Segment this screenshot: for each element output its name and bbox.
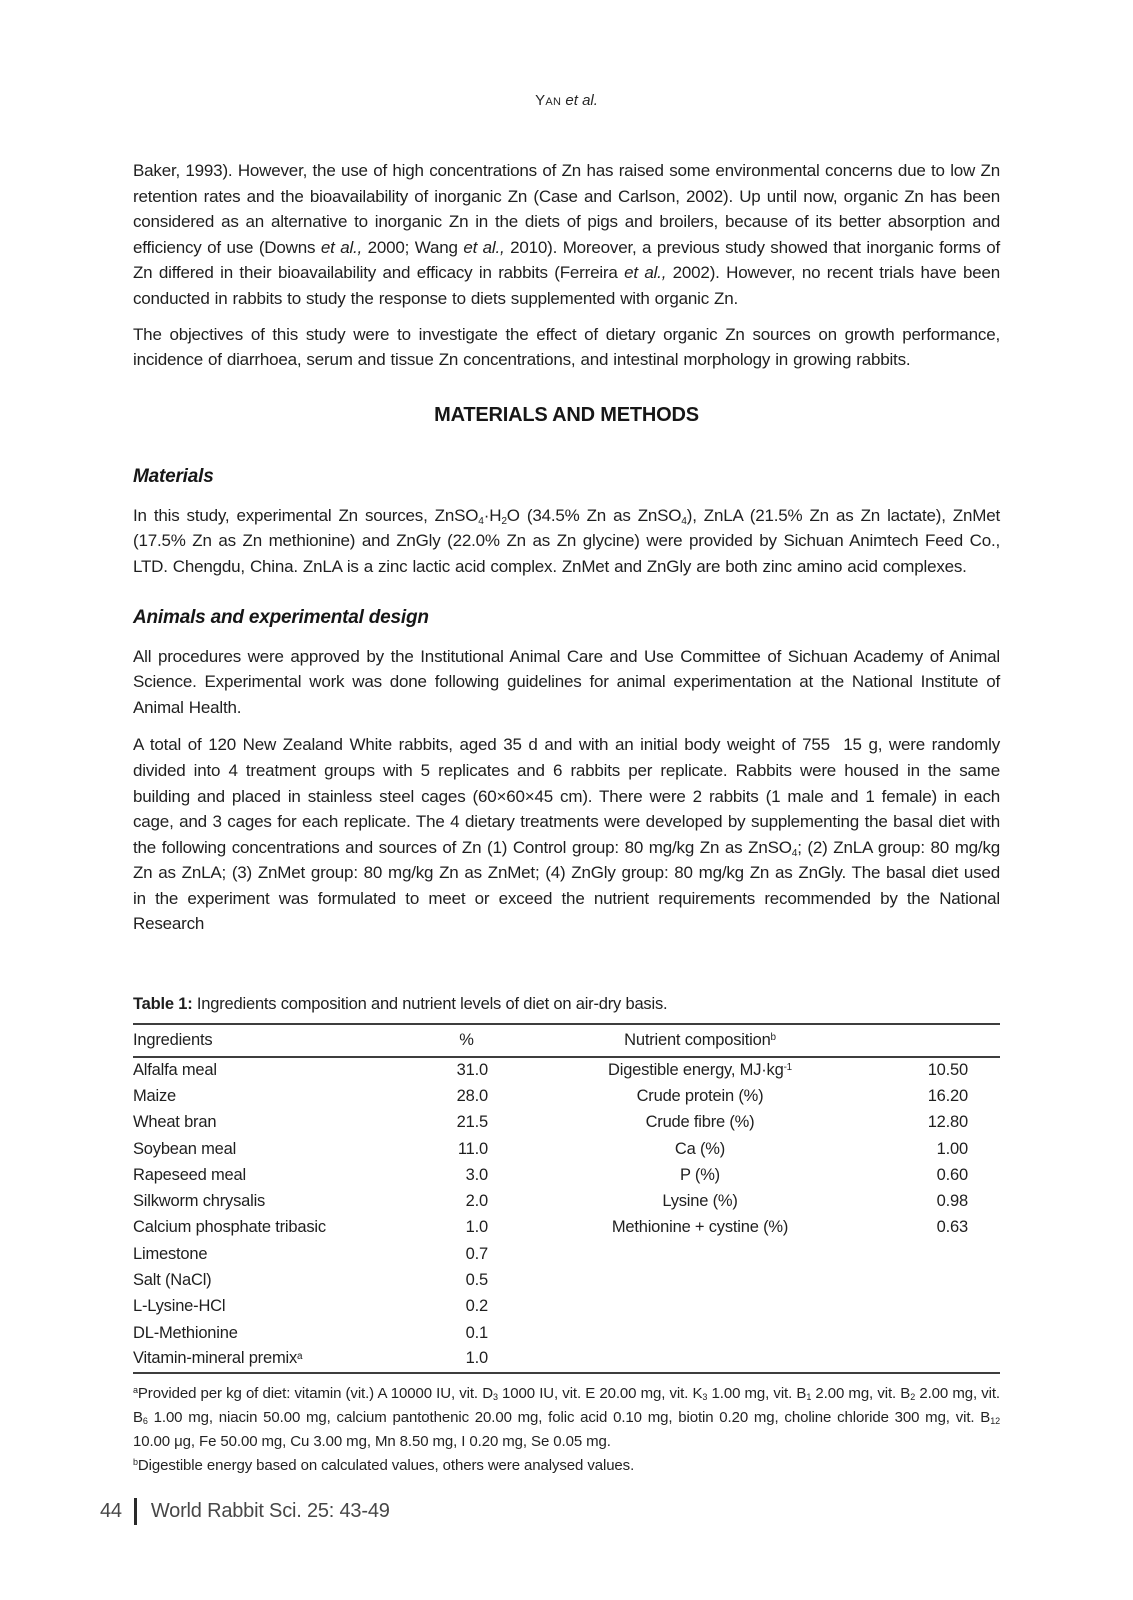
running-head	[133, 92, 1000, 110]
nutrient-cell: Crude protein (%)	[636, 1087, 764, 1105]
subsection-heading-materials: Materials	[133, 465, 214, 487]
ingredient-cell: DL-Methionine	[133, 1323, 238, 1342]
table-row	[133, 1267, 1000, 1293]
table1-footnote-b: $^b$Digestible energy based on calculated values, others were analysed values.	[133, 1456, 635, 1474]
intro-paragraph-1: Baker, 1993). However, the use of high concentrations of Zn has raised some environmental concerns due to low Zn retention rates and the bioavailability of inorganic Zn (Case and Carlson, 2002). Up until now, organic Zn has been considered as an alternative to inorganic Zn in the diets of pigs and broilers, because of its better absorption and efficiency of use (Downs et al., 2000; Wang et al., 2010). Moreover, a previous study showed that inorganic forms of Zn differed in their bioavailability and efficacy in rabbits (Ferreira et al., 2002). However, no recent trials have been conducted in rabbits to study the response to diets supplemented with organic Zn.	[133, 161, 1001, 308]
ingredient-cell: Salt (NaCl)	[133, 1271, 212, 1290]
ingredients-nutrients-table	[133, 1023, 1000, 1374]
ingredient-cell: Vitamin-mineral premix$^a$	[133, 1349, 303, 1368]
percent-cell: 11.0	[457, 1139, 488, 1158]
percent-cell: 0.5	[465, 1271, 488, 1290]
percent-cell: 0.1	[465, 1323, 488, 1342]
column-header-ingredients: Ingredients	[133, 1024, 433, 1057]
ingredient-cell: Soybean meal	[133, 1139, 237, 1158]
value-cell	[900, 1346, 1000, 1372]
nutrient-cell: P (%)	[680, 1165, 720, 1184]
animals-paragraph-2: A total of 120 New Zealand White rabbits, aged 35 d and with an initial body weight of 755 15 g, were randomly divided into 4 treatment groups with 5 replicates and 6 rabbits per replicate. Rabbits were housed in the same building and placed in stainless steel cages (60×60×45 cm). There were 2 rabbits (1 male and 1 female) in each cage, and 3 cages for each replicate. The 4 dietary treatments were developed by supplementing the basal diet with the following concentrations and sources of Zn (1) Control group: 80 mg/kg Zn as ZnSO$_4$; (2) ZnLA group: 80 mg/kg Zn as ZnLA; (3) ZnMet group: 80 mg/kg Zn as ZnMet; (4) ZnGly group: 80 mg/kg Zn as ZnGly. The basal diet used in the experiment was formulated to meet or exceed the nutrient requirements recommended by the National Research	[133, 735, 1000, 934]
table-row	[133, 1346, 1000, 1372]
percent-cell: 3.0	[465, 1165, 488, 1184]
footer-divider	[134, 1498, 137, 1525]
subsection-heading-animals: Animals and experimental design	[133, 606, 429, 628]
intro-paragraph-2: The objectives of this study were to investigate the effect of dietary organic Zn sources on growth performance, incidence of diarrhoea, serum and tissue Zn concentrations, and intestinal morphology in growing rabbits.	[133, 324, 1000, 370]
running-head-etal: et al.	[561, 92, 598, 109]
table-row	[133, 1083, 1000, 1109]
nutrient-cell: Methionine + cystine (%)	[611, 1218, 789, 1237]
nutrient-cell: Crude fibre (%)	[645, 1113, 755, 1132]
column-header-nutrient-composition: Nutrient composition$^b$	[500, 1024, 900, 1057]
table-row	[133, 1162, 1000, 1188]
column-header-value	[900, 1024, 1000, 1057]
table1-body	[133, 1057, 1000, 1373]
table1-block	[133, 993, 1000, 1478]
nutrient-cell: Ca (%)	[674, 1139, 726, 1158]
nutrient-cell	[500, 1267, 900, 1293]
value-cell: 12.80	[927, 1113, 968, 1132]
ingredient-cell: Alfalfa meal	[133, 1061, 217, 1080]
percent-cell: 2.0	[465, 1192, 488, 1211]
column-header-percent: %	[433, 1024, 500, 1057]
animals-paragraph-1: All procedures were approved by the Institutional Animal Care and Use Committee of Sichuan Academy of Animal Science. Experimental work was done following guidelines for animal experimentation at the National Institute of Animal Health.	[133, 646, 1000, 717]
table-row	[133, 1057, 1000, 1083]
materials-paragraph: In this study, experimental Zn sources, $ZnSO_4\cdot H_2O$ (34.5% Zn as ZnSO$_4$), ZnLA (21.5% Zn as Zn lactate), ZnMet (17.5% Zn as Zn methionine) and ZnGly (22.0% Zn as Zn glycine) were provided by Sichuan Animtech Feed Co., LTD. Chengdu, China. ZnLA is a zinc lactic acid complex. ZnMet and ZnGly are both zinc amino acid complexes.	[133, 505, 1000, 576]
running-head-author: Yan	[535, 92, 562, 109]
table1-caption	[133, 993, 1000, 1015]
ingredient-cell: Maize	[133, 1087, 177, 1105]
table-row	[133, 1215, 1000, 1241]
nutrient-cell	[500, 1241, 900, 1267]
page-footer	[100, 1498, 390, 1525]
page-content	[133, 0, 1000, 1478]
table1-caption-text: Ingredients composition and nutrient levels of diet on air-dry basis.	[192, 995, 668, 1014]
value-cell: 0.98	[936, 1192, 968, 1211]
value-cell: 16.20	[927, 1087, 968, 1105]
table-row	[133, 1320, 1000, 1346]
nutrient-cell	[500, 1294, 900, 1320]
value-cell: 10.50	[927, 1061, 968, 1080]
percent-cell: 0.2	[465, 1297, 488, 1316]
value-cell: 0.63	[936, 1218, 968, 1237]
nutrient-cell: Digestible energy, $MJ\cdot kg^{-1}$	[608, 1061, 792, 1080]
table-row	[133, 1241, 1000, 1267]
table-row	[133, 1294, 1000, 1320]
ingredient-cell: Calcium phosphate tribasic	[133, 1218, 326, 1237]
percent-cell: 31.0	[456, 1061, 488, 1080]
ingredient-cell: Silkworm chrysalis	[133, 1192, 266, 1211]
table-header-row	[133, 1024, 1000, 1057]
value-cell	[900, 1241, 1000, 1267]
percent-cell: 1.0	[465, 1218, 488, 1237]
nutrient-cell	[500, 1346, 900, 1372]
percent-cell: 28.0	[456, 1087, 488, 1105]
ingredient-cell: L-Lysine-HCl	[133, 1297, 226, 1316]
percent-cell: 1.0	[465, 1349, 488, 1368]
table1-footnote-a: $^a$Provided per kg of diet: vitamin (vit.) A 10000 IU, vit. $D_3$ 1000 IU, vit. E 20.00 mg, vit. $K_3$ 1.00 mg, vit. $B_1$ 2.00 mg, vit. $B_2$ 2.00 mg, vit. $B_6$ 1.00 mg, niacin 50.00 mg, calcium pantothenic 20.00 mg, folic acid 0.10 mg, biotin 0.20 mg, choline chloride 300 mg, vit. $B_{12}$ 10.00 μg, Fe 50.00 mg, Cu 3.00 mg, Mn 8.50 mg, I 0.20 mg, Se 0.05 mg.	[133, 1384, 1001, 1450]
ingredient-cell: Wheat bran	[133, 1113, 217, 1132]
percent-cell: 0.7	[465, 1244, 488, 1263]
table-row	[133, 1110, 1000, 1136]
table-row	[133, 1189, 1000, 1215]
page-number: 44	[100, 1500, 122, 1522]
value-cell	[900, 1294, 1000, 1320]
journal-reference: World Rabbit Sci. 25: 43-49	[150, 1500, 390, 1522]
percent-cell: 21.5	[456, 1113, 488, 1132]
section-heading-materials-and-methods: MATERIALS AND METHODS	[434, 403, 699, 426]
value-cell: 1.00	[936, 1139, 968, 1158]
ingredient-cell: Limestone	[133, 1244, 208, 1263]
value-cell	[900, 1320, 1000, 1346]
value-cell: 0.60	[936, 1165, 968, 1184]
value-cell	[900, 1267, 1000, 1293]
table1-caption-label: Table 1:	[133, 995, 193, 1014]
table-row	[133, 1136, 1000, 1162]
nutrient-cell: Lysine (%)	[662, 1192, 738, 1211]
nutrient-cell	[500, 1320, 900, 1346]
ingredient-cell: Rapeseed meal	[133, 1165, 246, 1184]
